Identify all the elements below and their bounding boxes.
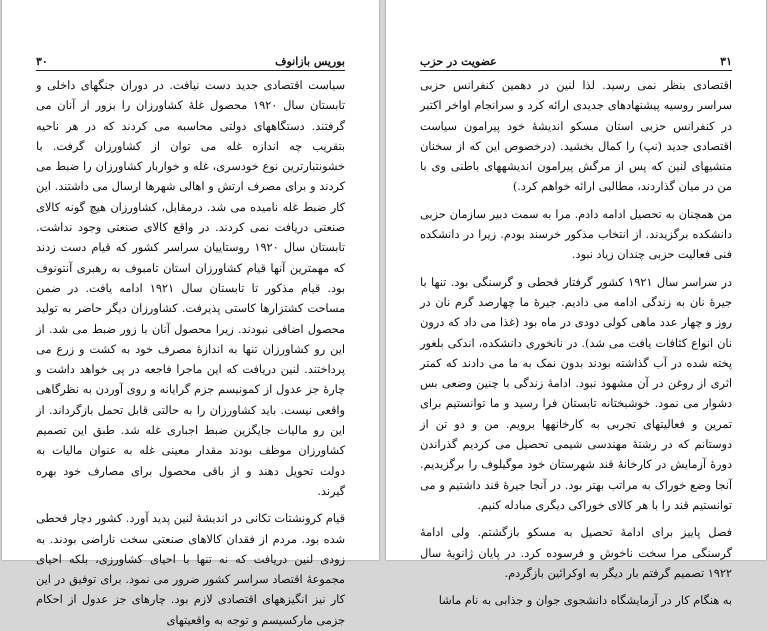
left-page [2, 0, 379, 627]
right-header-rule [420, 70, 732, 71]
right-paragraph-4: فصل پاییز برای ادامهٔ تحصیل به مسکو بازگشتم. ولی ادامهٔ گرسنگی مرا سخت ناخوش و فرسوده کرد. در پایان ژانویهٔ سال ۱۹۲۲ تصمیم گرفتم بار دیگر به اوکرائین بازگردم. [420, 526, 732, 580]
left-header-rule [36, 70, 345, 71]
left-paragraph-2: قیام کرونشتات تکانی در اندیشهٔ لنین پدید آورد. کشور دچار قحطی شده بود. مردم از فقدان کالاهای صنعتی سخت ناراضی بودند. به زودی لنین دریافت که نه تنها با احیای کشاورزی، بلکه احیای مجموعهٔ اقتصاد سراسر کشور ضرور می نمود. برای توفیق در این کار نیز انگیزههای اقتصادی لازم بود. چارهای جز عدول از احکام جزمی مارکسیسم و توجه به واقعیتهای [35, 512, 345, 627]
right-paragraph-1: اقتصادی بنظر نمی رسید. لذا لنین در دهمین کنفرانس حزبی سراسر روسیه پیشنهادهای جدیدی ارائه کرد و سرانجام اواخر اکتبر در کنفرانس حزبی استان مسکو اندیشهٔ خود پیرامون سیاست اقتصادی جدید (نپ) را کمال بخشید. (درخصوص این که از سخنان منشیهای لنین که پس از مرگش پیرامون اندیشههای باطنی وی با من در میان گذاردند، مطالبی ارائه خواهم کرد.) [420, 79, 732, 194]
right-page [386, 0, 766, 608]
left-page-body [36, 76, 345, 631]
right-paragraph-2: من همچنان به تحصیل ادامه دادم. مرا به سمت دبیر سازمان حزبی دانشکده برگزیدند. از انتخاب مذکور خرسند بودم. زیرا در دانشکده فنی فعالیت حزبی چندان زیاد نبود. [420, 207, 732, 262]
left-paragraph-1: سیاست اقتصادی جدید دست نیافت. در دوران جنگهای داخلی و تابستان سال ۱۹۲۰ محصول غلهٔ کشاورزان را بزور از آنان می گرفتند. دستگاههای دولتی محاسبه می کردند که در هر ناحیه بتقریب چه اندازه غله می توان از کشاورزان گرفت. با خشونتبارترین نوع خودسری، غله و خواربار کشاورزان را ضبط می کردند و برای مصرف ارتش و اهالی شهرها ارسال می داشتند. این کار ضبط غله نامیده می شد. درمقابل، کشاورزان هیچ گونه کالای صنعتی دریافت نمی کردند. در واقع کالای صنعتی وجود نداشت. تابستان سال ۱۹۲۰ روستاییان سراسر کشور که قیام دست زدند که مهمترین آنها قیام کشاورزان استان تامبوف به رهبری آنتونوف بود. قیام مذکور تا تابستان سال ۱۹۲۱ ادامه یافت. در ضمن مساحت کشتزارها کاستی پذیرفت. کشاورزان دیگر حاضر به تولید محصول اضافی نبودند. زیرا محصول آنان با زور ضبط می شد. از این رو کشاورزان تنها به اندازهٔ مصرف خود به کشت و زرع می پرداختند. لنین دریافت که این ماجرا فاجعه در پی خواهد داشت و چارهٔ جز عدول از کمونیسم جزم گرایانه و روی آوردن به نظرگاهی واقعی نیست. باید کشاورزان را به حالتی قابل تحمل بازگرداند. از این رو مالیات جایگزین ضبط اجباری غله شد. طبق این تصمیم کشاورزان موظف بودند مقدار معینی غله به عنوان مالیات به دولت تحویل دهند و از باقی محصول برای مصارف خود بهره گیرند. [36, 79, 345, 498]
right-page-header [420, 44, 732, 68]
right-page-number: ۳۱ [720, 55, 732, 68]
left-running-title: بوریس بازانوف [275, 55, 345, 68]
right-paragraph-5: به هنگام کار در آزمایشگاه دانشجوی جوان و جذابی به نام ماشا [438, 594, 732, 608]
left-page-number: ۳۰ [36, 55, 48, 68]
right-running-title: عضویت در حزب [420, 55, 497, 68]
right-page-body [420, 76, 732, 611]
left-page-header [36, 44, 345, 68]
right-paragraph-3: در سراسر سال ۱۹۲۱ کشور گرفتار قحطی و گرسنگی بود. تنها با جیرهٔ نان به زندگی ادامه می دادیم. جیرهٔ ما چهارصد گرم نان در روز و چهار عدد ماهی کولی دودی در ماه بود (غذا می داد که درون نان انواع کثافات یافت می شد). در نانخوری دانشکده، اندکی بلغور پخته شده در آب گذاشته بودند بدون نمک به ما می دادند که کمتر اثری از روغن در آن مشهود نبود. ادامهٔ زندگی با چنین وضعی بس دشوار می نمود. خوشبختانه تابستان فرا رسید و ما توانستیم برای تمرین و فعالیتهای تجربی به کارخانهها برویم. من و دو تن از دوستانم که در رشتهٔ مهندسی شیمی تحصیل می کردیم گذراندن دورهٔ آزمایش در کارخانهٔ قند شهرستان خود موگیلوف را برگزیدیم. آنجا وضع خوراک به مراتب بهتر بود. در آنجا جیرهٔ قند داشتیم و می توانستیم قند را با هر کالای خوراکی دیگری مبادله کنیم. [420, 275, 732, 512]
